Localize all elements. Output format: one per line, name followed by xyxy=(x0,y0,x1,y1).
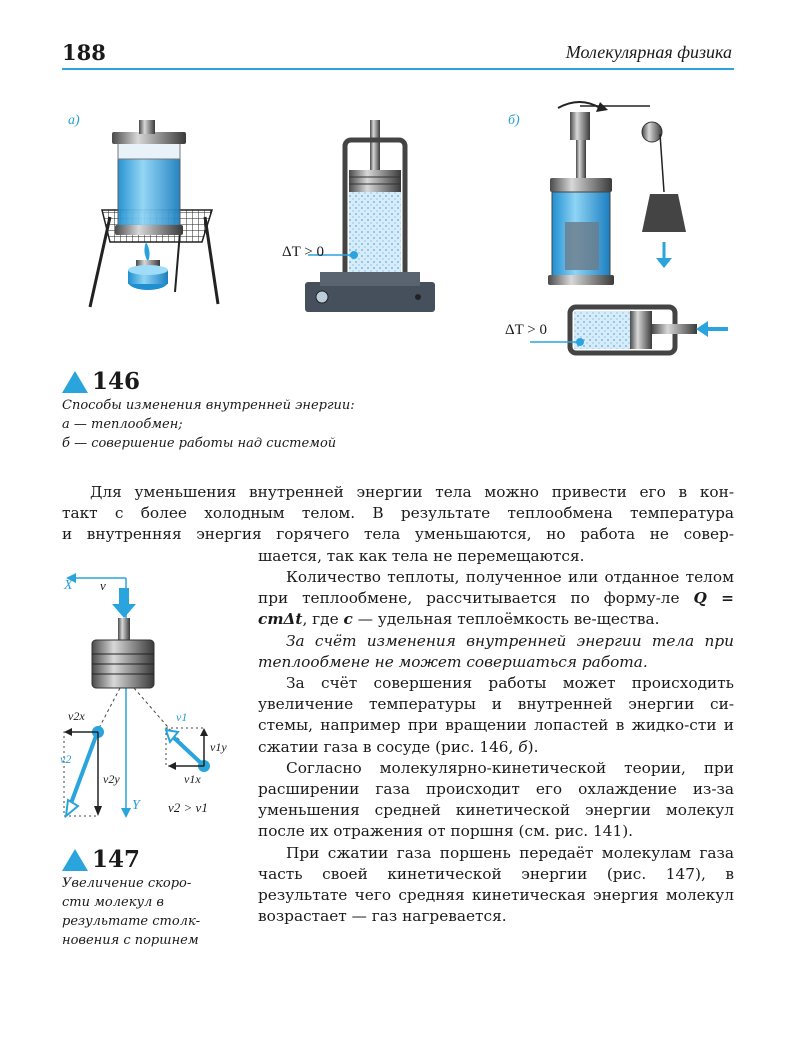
figure-147-number: 147 xyxy=(62,846,140,873)
right-column-text xyxy=(258,567,734,927)
stirrer-with-weight-drawing xyxy=(548,102,686,285)
figure-146-label-b: б) xyxy=(508,113,520,128)
axis-x-label: X xyxy=(64,578,73,593)
figure-146-number: 146 xyxy=(62,368,140,395)
figure-146-caption: Способы изменения внутренней энергии: а — теплообмен; б — совершение работы над системой xyxy=(62,398,355,451)
axis-y-label: Y xyxy=(132,798,140,813)
velocity-v2y-label: v2y xyxy=(103,772,120,786)
paragraph-2: Количество теплоты, полученное или отданное телом при теплообмене, рассчитывается по форму-ле Q = cmΔt, где c — удельная теплоёмкость ве-щества. xyxy=(258,568,734,629)
velocity-v1y-label: v1y xyxy=(210,740,227,754)
velocity-relation-label: v2 > v1 xyxy=(168,800,208,815)
paragraph-1: Для уменьшения внутренней энергии тела можно привести его в кон- такт с более холодным телом. В результате теплообмена температура и внутренняя энергия горячего тела уменьшаются, но работа не совер- шается, так как тела не перемещаются. xyxy=(62,483,734,565)
paragraph-4: За счёт совершения работы может происходить увеличение температуры и внутренней энергии си-стемы, например при вращении лопастей в жидко-сти и сжатии газа в сосуде (рис. 146, б). xyxy=(258,674,734,756)
piston-cylinder-on-hotplate xyxy=(305,120,435,312)
running-title: Молекулярная физика xyxy=(565,42,732,62)
figure-146-label-a: а) xyxy=(68,113,80,128)
triangle-marker-icon xyxy=(62,849,88,871)
paragraph-6: При сжатии газа поршень передаёт молекулам газа часть своей кинетической энергии (рис. 147), в результате чего средняя кинетическая энергия молекул возрастает — газ нагревается. xyxy=(258,843,734,926)
figure-147-illustration xyxy=(58,568,238,828)
velocity-v2x-label: v2x xyxy=(68,709,85,723)
paragraph-5: Согласно молекулярно-кинетической теории, при расширении газа происходит его охлаждение из-за уменьшения средней кинетической энергии молекул после их отражения от поршня (см. рис. 141). xyxy=(258,758,734,841)
paragraph-3: За счёт изменения внутренней энергии тела при теплообмене не может совершаться работа. xyxy=(258,631,734,671)
figure-146-illustration xyxy=(60,92,740,362)
horizontal-cylinder-compression xyxy=(530,307,728,353)
heating-vessel-drawing xyxy=(90,120,218,307)
figure-147-caption: Увеличение скоро- сти молекул в результате столк- новения с поршнем xyxy=(62,876,201,948)
velocity-v1x-label: v1x xyxy=(184,772,201,786)
header-rule xyxy=(62,68,734,70)
velocity-v1-label: v1 xyxy=(176,710,188,724)
triangle-marker-icon xyxy=(62,371,88,393)
velocity-v2-label: v2 xyxy=(60,752,72,766)
velocity-v-label: v xyxy=(100,578,106,593)
page-number: 188 xyxy=(62,40,106,65)
delta-t-label-b: ΔT > 0 xyxy=(505,322,547,338)
delta-t-label-a: ΔT > 0 xyxy=(282,244,324,260)
